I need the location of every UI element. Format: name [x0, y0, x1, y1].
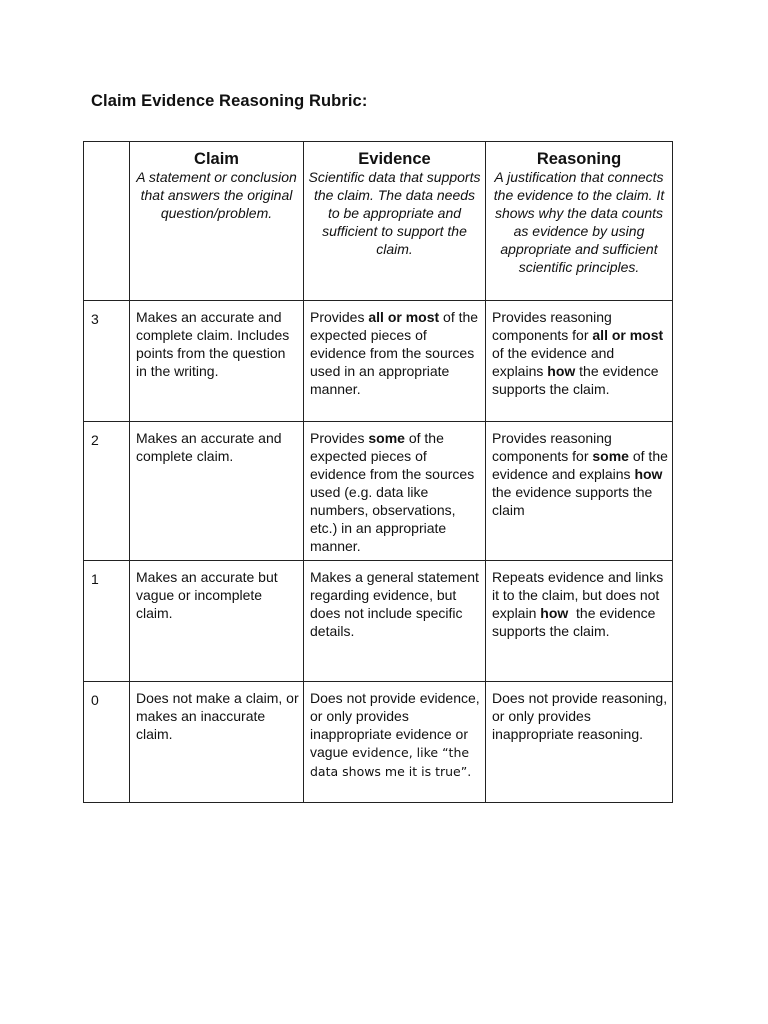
table-row — [84, 561, 673, 682]
score-cell: 3 — [84, 301, 130, 422]
header-corner-cell — [84, 142, 130, 301]
evidence-cell: Makes a general statement regarding evidence, but does not include specific details. — [304, 561, 486, 682]
reasoning-text: Provides reasoning components for — [492, 430, 612, 464]
evidence-text: of the expected pieces of evidence from the sources used (e.g. data like numbers, observations, etc.) in an appropriate manner. — [310, 430, 475, 554]
reasoning-cell — [486, 301, 673, 422]
evidence-cell — [304, 422, 486, 561]
header-reasoning-description: A justification that connects the evidence to the claim. It shows why the data counts as evidence by using appropriate and sufficient scientific principles. — [493, 169, 665, 275]
reasoning-emphasis: all or most — [592, 327, 664, 343]
page-title: Claim Evidence Reasoning Rubric: — [91, 92, 368, 110]
reasoning-cell — [486, 561, 673, 682]
claim-cell: Does not make a claim, or makes an inaccurate claim. — [130, 682, 304, 803]
evidence-text-alt-font: evidence, like “the data shows me it is true”. — [310, 745, 472, 779]
header-claim-description: A statement or conclusion that answers the original question/problem. — [136, 169, 297, 221]
evidence-text: Does not provide evidence, or only provides inappropriate evidence or vague — [310, 690, 480, 760]
header-evidence-name: Evidence — [358, 150, 431, 168]
reasoning-text: the evidence supports the claim. — [492, 605, 660, 639]
header-evidence-cell — [304, 142, 486, 301]
evidence-cell — [304, 682, 486, 803]
score-cell: 1 — [84, 561, 130, 682]
score-cell: 0 — [84, 682, 130, 803]
table-header-row — [84, 142, 673, 301]
header-claim-cell — [130, 142, 304, 301]
evidence-text: Provides — [310, 309, 369, 325]
header-reasoning-cell — [486, 142, 673, 301]
evidence-emphasis: all or most — [368, 309, 440, 325]
score-cell: 2 — [84, 422, 130, 561]
reasoning-cell — [486, 422, 673, 561]
evidence-cell — [304, 301, 486, 422]
reasoning-emphasis: how — [634, 466, 663, 482]
reasoning-text: the evidence supports the claim — [492, 484, 653, 518]
header-reasoning-name: Reasoning — [536, 150, 622, 168]
table-row — [84, 682, 673, 803]
claim-cell: Makes an accurate but vague or incomplete claim. — [130, 561, 304, 682]
claim-cell: Makes an accurate and complete claim. Includes points from the question in the writing. — [130, 301, 304, 422]
evidence-text: of the expected pieces of evidence from the sources used in an appropriate manner. — [310, 309, 479, 397]
reasoning-cell: Does not provide reasoning, or only provides inappropriate reasoning. — [486, 682, 673, 803]
evidence-text: Provides — [310, 430, 369, 446]
header-claim-name: Claim — [194, 150, 239, 168]
reasoning-emphasis: some — [592, 448, 629, 464]
evidence-emphasis: some — [368, 430, 405, 446]
reasoning-emphasis: how — [540, 605, 569, 621]
rubric-table — [83, 141, 673, 803]
reasoning-text: of the evidence and explains — [492, 448, 668, 482]
table-row — [84, 301, 673, 422]
reasoning-text: the evidence supports the claim. — [492, 363, 659, 397]
table-row — [84, 422, 673, 561]
reasoning-text: Provides reasoning components for — [492, 309, 612, 343]
reasoning-text: Repeats evidence and links it to the claim, but does not explain — [492, 569, 664, 621]
header-evidence-description: Scientific data that supports the claim. The data needs to be appropriate and sufficient to support the claim. — [308, 169, 481, 257]
claim-cell: Makes an accurate and complete claim. — [130, 422, 304, 561]
reasoning-text: of the evidence and explains — [492, 345, 615, 379]
reasoning-emphasis: how — [547, 363, 576, 379]
